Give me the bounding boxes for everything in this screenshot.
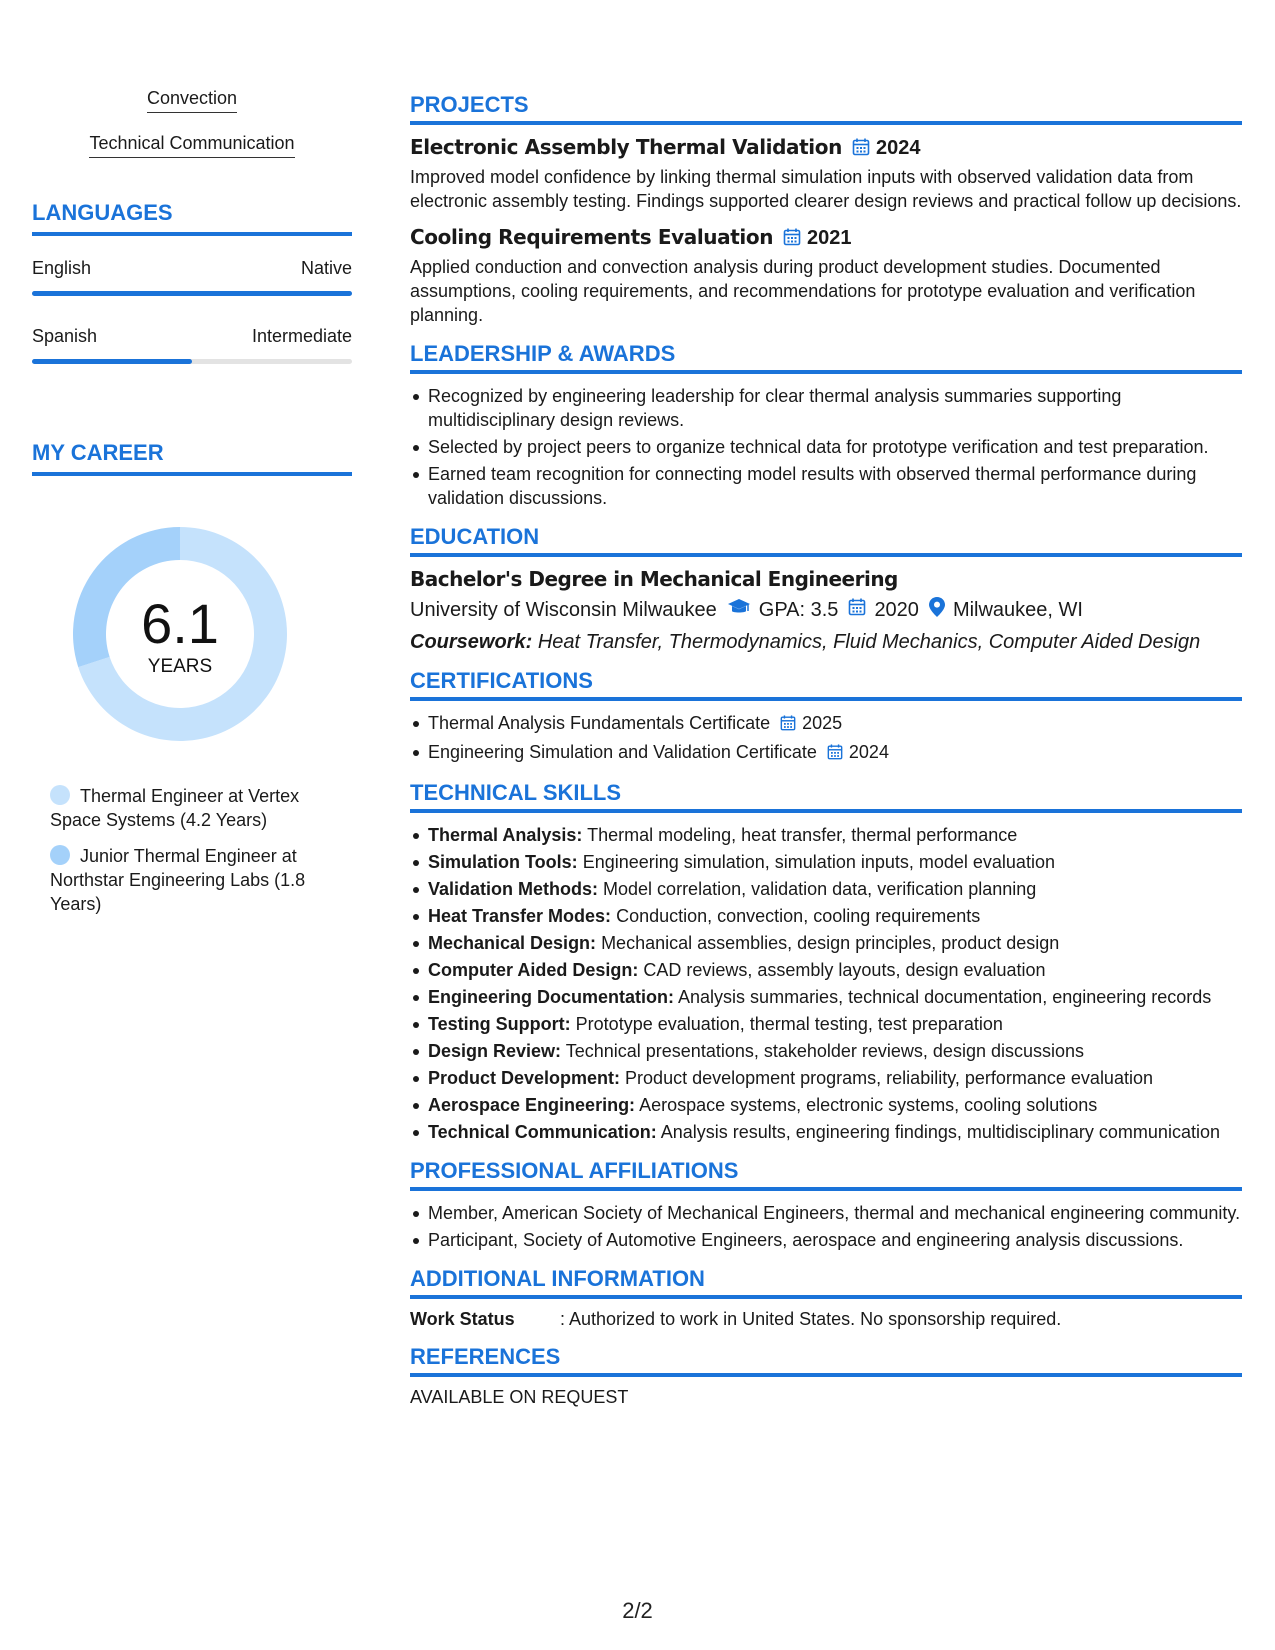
language-row xyxy=(32,326,352,347)
skill-label: Thermal Analysis: xyxy=(428,825,583,845)
technical-skills-section xyxy=(410,780,1242,1144)
references-section xyxy=(410,1344,1242,1408)
career-section xyxy=(32,440,352,916)
project-description: Applied conduction and convection analysis during product development studies. Documented assumptions, cooling requirements, and recommendations for prototype evaluation and verification planning. xyxy=(410,257,1196,325)
section-title: EDUCATION xyxy=(410,524,1242,557)
project-year: 2024 xyxy=(875,137,921,159)
certifications-section xyxy=(410,668,1242,766)
leadership-section xyxy=(410,341,1242,510)
skill-item xyxy=(410,1039,1242,1063)
skill-item xyxy=(410,931,1242,955)
project-year: 2021 xyxy=(807,227,852,249)
list-item: Selected by project peers to organize technical data for prototype verification and test preparation. xyxy=(410,435,1242,459)
skill-item xyxy=(410,850,1242,874)
skill-label: Aerospace Engineering: xyxy=(428,1095,636,1115)
skill-item xyxy=(410,1066,1242,1090)
skill-tag: Convection xyxy=(32,88,352,113)
language-bar xyxy=(32,359,352,364)
section-title: PROJECTS xyxy=(410,92,1242,125)
section-title: PROFESSIONAL AFFILIATIONS xyxy=(410,1158,1242,1191)
gpa: GPA: 3.5 xyxy=(758,598,839,621)
project-title: Electronic Assembly Thermal Validation 2024 xyxy=(410,135,921,159)
language-row xyxy=(32,258,352,279)
skill-item xyxy=(410,985,1242,1009)
list-item: Participant, Society of Automotive Engineers, aerospace and engineering analysis discussions. xyxy=(410,1228,1242,1252)
language-bar-fill xyxy=(32,359,192,364)
cert-year: 2025 xyxy=(802,713,843,733)
legend-dot xyxy=(50,785,70,805)
skill-value: Engineering simulation, simulation inputs, model evaluation xyxy=(582,852,1055,872)
skills-list xyxy=(410,823,1242,1144)
skill-value: Analysis results, engineering findings, multidisciplinary communication xyxy=(660,1122,1220,1142)
skill-label: Heat Transfer Modes: xyxy=(428,906,612,926)
calendar-icon xyxy=(852,137,870,161)
career-total-unit: YEARS xyxy=(147,656,213,677)
language-bar xyxy=(32,291,352,296)
projects-section xyxy=(410,92,1242,327)
skill-label: Design Review: xyxy=(428,1041,562,1061)
language-bar-fill xyxy=(32,291,352,296)
education-details xyxy=(410,597,1242,623)
list-item: Engineering Simulation and Validation Certificate 2024 xyxy=(410,740,1242,766)
additional-info-section xyxy=(410,1266,1242,1330)
school-name: University of Wisconsin Milwaukee xyxy=(410,598,717,621)
skill-value: Analysis summaries, technical documentation, engineering records xyxy=(678,987,1212,1007)
language-level: Intermediate xyxy=(251,326,352,346)
skill-label: Engineering Documentation: xyxy=(428,987,675,1007)
career-donut-chart xyxy=(66,520,294,748)
project-description: Improved model confidence by linking thermal simulation inputs with observed validation data from electronic assembly testing. Findings supported clearer design reviews and practical follow up decisions. xyxy=(410,167,1242,211)
skill-item xyxy=(410,1093,1242,1117)
list-item: Thermal Analysis Fundamentals Certificate 2025 xyxy=(410,711,1242,737)
language-level: Native xyxy=(300,258,352,278)
degree-title: Bachelor's Degree in Mechanical Engineering xyxy=(410,567,898,591)
section-title: LEADERSHIP & AWARDS xyxy=(410,341,1242,374)
skill-value: Technical presentations, stakeholder reviews, design discussions xyxy=(565,1041,1085,1061)
skill-label: Computer Aided Design: xyxy=(428,960,639,980)
career-legend xyxy=(32,784,352,916)
page-number: 2/2 xyxy=(622,1598,653,1623)
list-item: Recognized by engineering leadership for clear thermal analysis summaries supporting multidisciplinary design reviews. xyxy=(410,384,1242,432)
skill-value: Product development programs, reliability, performance evaluation xyxy=(625,1068,1153,1088)
section-title: REFERENCES xyxy=(410,1344,1242,1377)
section-title: CERTIFICATIONS xyxy=(410,668,1242,701)
skill-value: Aerospace systems, electronic systems, cooling solutions xyxy=(639,1095,1098,1115)
skill-item xyxy=(410,1012,1242,1036)
section-title: MY CAREER xyxy=(32,440,352,476)
career-total-years: 6.1 xyxy=(141,592,219,655)
skill-item xyxy=(410,904,1242,928)
school-location: Milwaukee, WI xyxy=(952,598,1083,621)
education-section xyxy=(410,524,1242,654)
skill-label: Mechanical Design: xyxy=(428,933,597,953)
calendar-icon xyxy=(783,227,801,251)
work-status-value: : Authorized to work in United States. No sponsorship required. xyxy=(560,1309,1062,1329)
calendar-icon xyxy=(827,742,843,766)
section-title: TECHNICAL SKILLS xyxy=(410,780,1242,813)
work-status-row xyxy=(410,1309,1242,1330)
skill-value: Thermal modeling, heat transfer, thermal performance xyxy=(587,825,1018,845)
project-title: Cooling Requirements Evaluation 2021 xyxy=(410,225,852,249)
skill-label: Testing Support: xyxy=(428,1014,571,1034)
legend-dot xyxy=(50,845,70,865)
skill-value: Model correlation, validation data, verification planning xyxy=(603,879,1037,899)
language-name: English xyxy=(32,258,92,278)
main-content xyxy=(410,92,1242,1422)
skill-item xyxy=(410,823,1242,847)
references-text: AVAILABLE ON REQUEST xyxy=(410,1387,629,1407)
location-pin-icon xyxy=(929,597,945,623)
graduation-cap-icon xyxy=(727,598,751,622)
skill-value: CAD reviews, assembly layouts, design evaluation xyxy=(643,960,1046,980)
cert-year: 2024 xyxy=(848,742,889,762)
skill-tag: Technical Communication xyxy=(32,133,352,158)
skill-label: Validation Methods: xyxy=(428,879,599,899)
calendar-icon xyxy=(780,713,796,737)
affiliations-section xyxy=(410,1158,1242,1252)
skill-label: Simulation Tools: xyxy=(428,852,578,872)
calendar-icon xyxy=(848,598,866,622)
skill-item xyxy=(410,1120,1242,1144)
language-name: Spanish xyxy=(32,326,98,346)
skill-value: Mechanical assemblies, design principles, product design xyxy=(601,933,1060,953)
skill-value: Prototype evaluation, thermal testing, test preparation xyxy=(575,1014,1003,1034)
skill-label: Technical Communication: xyxy=(428,1122,657,1142)
work-status-label: Work Status xyxy=(410,1309,515,1329)
coursework: Coursework: Heat Transfer, Thermodynamics, Fluid Mechanics, Computer Aided Design xyxy=(410,631,1201,653)
skill-item xyxy=(410,958,1242,982)
career-legend-item: Thermal Engineer at Vertex Space Systems (4.2 Years) xyxy=(50,786,300,830)
skill-item xyxy=(410,877,1242,901)
section-title: ADDITIONAL INFORMATION xyxy=(410,1266,1242,1299)
career-legend-item: Junior Thermal Engineer at Northstar Engineering Labs (1.8 Years) xyxy=(50,846,306,914)
section-title: LANGUAGES xyxy=(32,200,352,236)
list-item: Member, American Society of Mechanical Engineers, thermal and mechanical engineering community. xyxy=(410,1201,1242,1225)
skill-value: Conduction, convection, cooling requirements xyxy=(616,906,981,926)
list-item: Earned team recognition for connecting model results with observed thermal performance during validation discussions. xyxy=(410,462,1242,510)
languages-section xyxy=(32,200,352,364)
sidebar xyxy=(32,88,352,928)
graduation-year: 2020 xyxy=(874,598,919,621)
skill-label: Product Development: xyxy=(428,1068,621,1088)
